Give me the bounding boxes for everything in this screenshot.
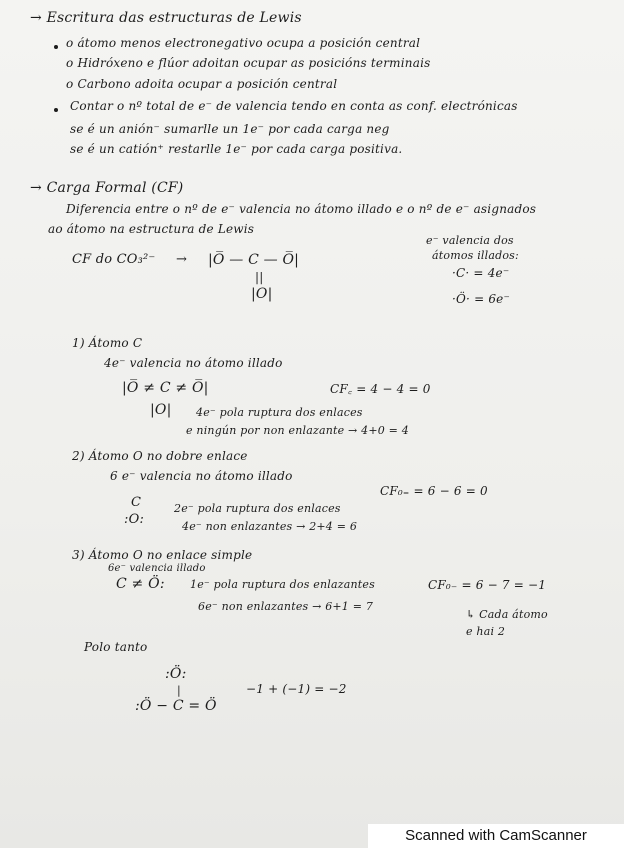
step-2-cf-result: CF₀₌ = 6 − 6 = 0 [380, 484, 488, 498]
step-2-note-1: 2e⁻ pola ruptura dos enlaces [174, 502, 341, 515]
step-2-atom-c: C [131, 495, 142, 510]
step-3-cf-note-2: e hai 2 [466, 625, 506, 638]
camscanner-watermark: Scanned with CamScanner [368, 824, 624, 848]
conclusion-structure: :Ö − C = Ö [135, 698, 217, 714]
rule-anion: se é un anión⁻ sumarlle un 1e⁻ por cada carga neg [70, 122, 390, 136]
valence-box-title-1: e⁻ valencia dos [426, 234, 514, 247]
bullet-dot [54, 45, 58, 49]
step-1-title: 1) Átomo C [72, 336, 143, 350]
step-1-note-2: e ningún por non enlazante → 4+0 = 4 [186, 424, 409, 437]
rule-count-electrons: Contar o nº total de e⁻ de valencia tendo en conta as conf. electrónicas [70, 99, 518, 113]
rule-carbon: o Carbono adoita ocupar a posición central [66, 77, 338, 91]
conclusion-top-oxygen: :Ö: [165, 666, 187, 682]
arrow-icon: → [176, 252, 188, 267]
carbonate-lewis-top: |O̅ — C — O̅| [208, 252, 300, 268]
step-3-note-2: 6e⁻ non enlazantes → 6+1 = 7 [198, 600, 374, 613]
step-1-structure-bottom: |O| [150, 402, 172, 418]
valence-carbon: ·C· = 4e⁻ [452, 266, 510, 280]
rule-cation: se é un catión⁺ restarlle 1e⁻ por cada carga positiva. [70, 142, 403, 156]
valence-oxygen: ·Ö· = 6e⁻ [452, 292, 511, 306]
step-2-valence: 6 e⁻ valencia no átomo illado [110, 469, 293, 483]
step-3-title: 3) Átomo O no enlace simple [72, 548, 253, 562]
step-3-valence: 6e⁻ valencia illado [108, 563, 206, 574]
section-title-formal-charge: → Carga Formal (CF) [30, 180, 184, 196]
step-1-note-1: 4e⁻ pola ruptura dos enlaces [196, 406, 363, 419]
rule-central-atom: o átomo menos electronegativo ocupa a posición central [66, 36, 421, 50]
step-3-note-1: 1e⁻ pola ruptura dos enlazantes [190, 578, 375, 591]
carbonate-lewis-bottom: |O| [251, 286, 273, 302]
single-bond-icon: | [177, 684, 181, 697]
bullet-dot [54, 108, 58, 112]
step-3-structure: C ≠ Ö: [116, 576, 165, 592]
double-bond-icon: || [255, 270, 264, 284]
conclusion-charge-sum: −1 + (−1) = −2 [246, 682, 347, 696]
section-title-lewis: → Escritura das estructuras de Lewis [30, 10, 302, 26]
step-2-atom-o: :O: [124, 512, 145, 527]
step-1-valence: 4e⁻ valencia no átomo illado [104, 356, 283, 370]
step-1-cf-result: CF꜀ = 4 − 4 = 0 [330, 382, 431, 396]
step-3-cf-result: CF₀₋ = 6 − 7 = −1 [428, 578, 547, 592]
step-3-cf-note-1: ↳ Cada átomo [466, 608, 548, 621]
step-2-title: 2) Átomo O no dobre enlace [72, 449, 248, 463]
definition-line-1: Diferencia entre o nº de e⁻ valencia no átomo illado e o nº de e⁻ asignados [66, 202, 537, 216]
conclusion-label: Polo tanto [84, 640, 148, 654]
valence-box-title-2: átomos illados: [432, 249, 519, 262]
carbonate-label: CF do CO₃²⁻ [72, 252, 156, 267]
rule-terminal-atoms: o Hidróxeno e flúor adoitan ocupar as posicións terminais [66, 56, 431, 70]
definition-line-2: ao átomo na estructura de Lewis [48, 222, 255, 236]
step-2-note-2: 4e⁻ non enlazantes → 2+4 = 6 [182, 520, 358, 533]
step-1-structure: |O̅ ≠ C ≠ O̅| [122, 380, 209, 396]
